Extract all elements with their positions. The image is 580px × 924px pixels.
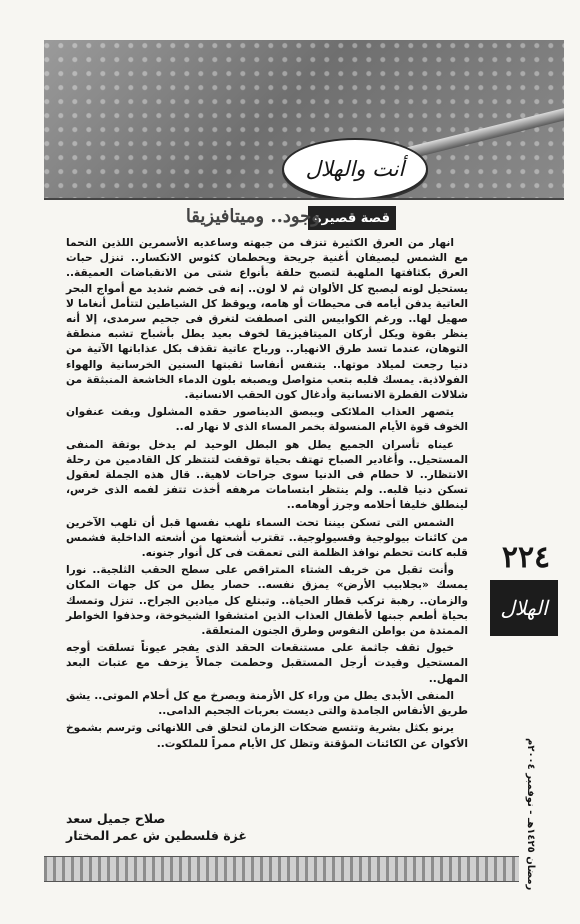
page-number: ٢٢٤	[501, 540, 551, 575]
story-body	[66, 236, 468, 754]
story-type-label: قصة قصيرة	[308, 206, 396, 230]
author-name: صلاح جميل سعد	[66, 811, 166, 826]
magazine-logo: الهلال	[490, 580, 558, 636]
paragraph: يرنو بكثل بشرية وتتسع ضحكات الزمان لتحلق فى اللانهائى وترسم بشموخ الأكوان عن الكائنات المؤقتة وتظل كل الأيام ممراً للملكوت..	[66, 722, 468, 750]
paragraph: يتصهر العذاب الملائكى ويبصق الديناصور حقده المشلول ويفت عنفوان الخوف قوة الأيام المنسولة بخمر المساء الذى لا نهار له..	[66, 406, 468, 434]
paragraph: وأنت تقبل من خريف الشتاء المتراقص على سطح الحقب الثلجية.. نورا يمسك «بجلابيب الأرض» يمزق نفسه.. حصار يطل من كل جهات المكان والزمان.. رهبة تركب قطار الحياة.. وتبتلع كل ميادين الجراح.. تنزل وتمسك بحياة أطعم جبنها لأطفال العذاب الذين امتشقوا الشيخوخة، وحذفوا الخواطر الممتدة من بواطن النفوس وطرق الجنون المتعلقة.	[66, 564, 468, 638]
footer-ornament	[44, 856, 519, 882]
author-signature	[66, 810, 468, 844]
header-ornament	[44, 40, 564, 200]
story-title: وجود.. وميتافيزيقا	[185, 206, 320, 227]
paragraph: عيناه تأسران الجميع يطل هو البطل الوحيد لم يدخل بوتقة المنفى المستحيل.. وأغادير الصباح تهتف بحياة توقفت لتنتظر كل القادمين من رحلة الانتظار.. لا حطام فى الدنيا سوى جراحات لاهية.. قال هذه الجملة لعقول تسكن دنيا قلبه.. ولم ينتظر ابتسامات مرهفه أخذت تتفز لفمه الذى خرس، لينطلق خليفا أحلامه وجرز أوهامه..	[66, 438, 468, 512]
story-header	[160, 206, 396, 232]
section-title: أنت والهلال	[282, 138, 428, 200]
author-address: غزة فلسطين ش عمر المختار	[66, 828, 247, 843]
paragraph: خيول تقف جاثمة على مستنقعات الحقد الذى يفجر عيوناً تسلقت أوجه المستحيل وقيدت أرجل المستقبل وحطمت جمالاً يزحف مع عتبات البعد المهل..	[66, 642, 468, 685]
paragraph: انهار من العرق الكثيرة تنزف من جبهته وساعديه الأسمرين اللذين التحما مع الشمس ليصيفان أغنية جريحة ويحطمان كئوس الانكسار.. تنزل حبات العرق بكثافتها الملهبة لتصبح حلقة بأنواع شتى من الانقباضات العميقة.. يستحيل لونه ليصبح كل الألوان ثم لا لون.. إنه فى خضم شديد مع أمواج البحر العاتية يدفن أيامه فى محيطات أو هامه، ويوقظ كل الشياطين لتتأمل أنغاما لا صهيل لها.. ورغم الكوابيس التى اصطفت لتغرق فى جحيم سرمدى، إلا أنه ينظر بقوة ويكل أركان الميتافيزيقا لخوف بعيد يطل بأشباح تشبه منطقة التوهان، عندما تسد طرق الانهيار.. ورياح عاتية تقذف بكل عذاباتها الآتية من دنيا رجعت لميلاد موتها.. يتنفس أنفاسا ثقبتها السنين الخرسانية والهواء الفولاذية. يمسك قلبه بتعب متواصل ويصبغه بلون الدماء الخاشعة المنبثقة من شلالات الفطرة الانسانية وأدغال كون الحقب الانسانية.	[66, 237, 468, 402]
issue-date: رمضان ١٤٢٥هـ - نوفمبر ٢٠٠٤م	[525, 737, 536, 890]
paragraph: الشمس التى تسكن بيننا تحت السماء تلهب نفسها قبل أن تلهب الآخرين من كائنات بيولوجية وفسيولوجية.. تقترب أشعتها من أشعته الداخلية فشمس قلبه كانت تحطم نوافذ الظلمة التى تعمقت فى كل أنوار جنونه.	[66, 516, 468, 560]
paragraph: المنفى الأبدى يطل من وراء كل الأزمنة ويصرخ مع كل أحلام الموتى.. يشق طريق الأنفاس الجامدة والتى ديست بعربات الجحيم الدامى..	[66, 689, 468, 718]
